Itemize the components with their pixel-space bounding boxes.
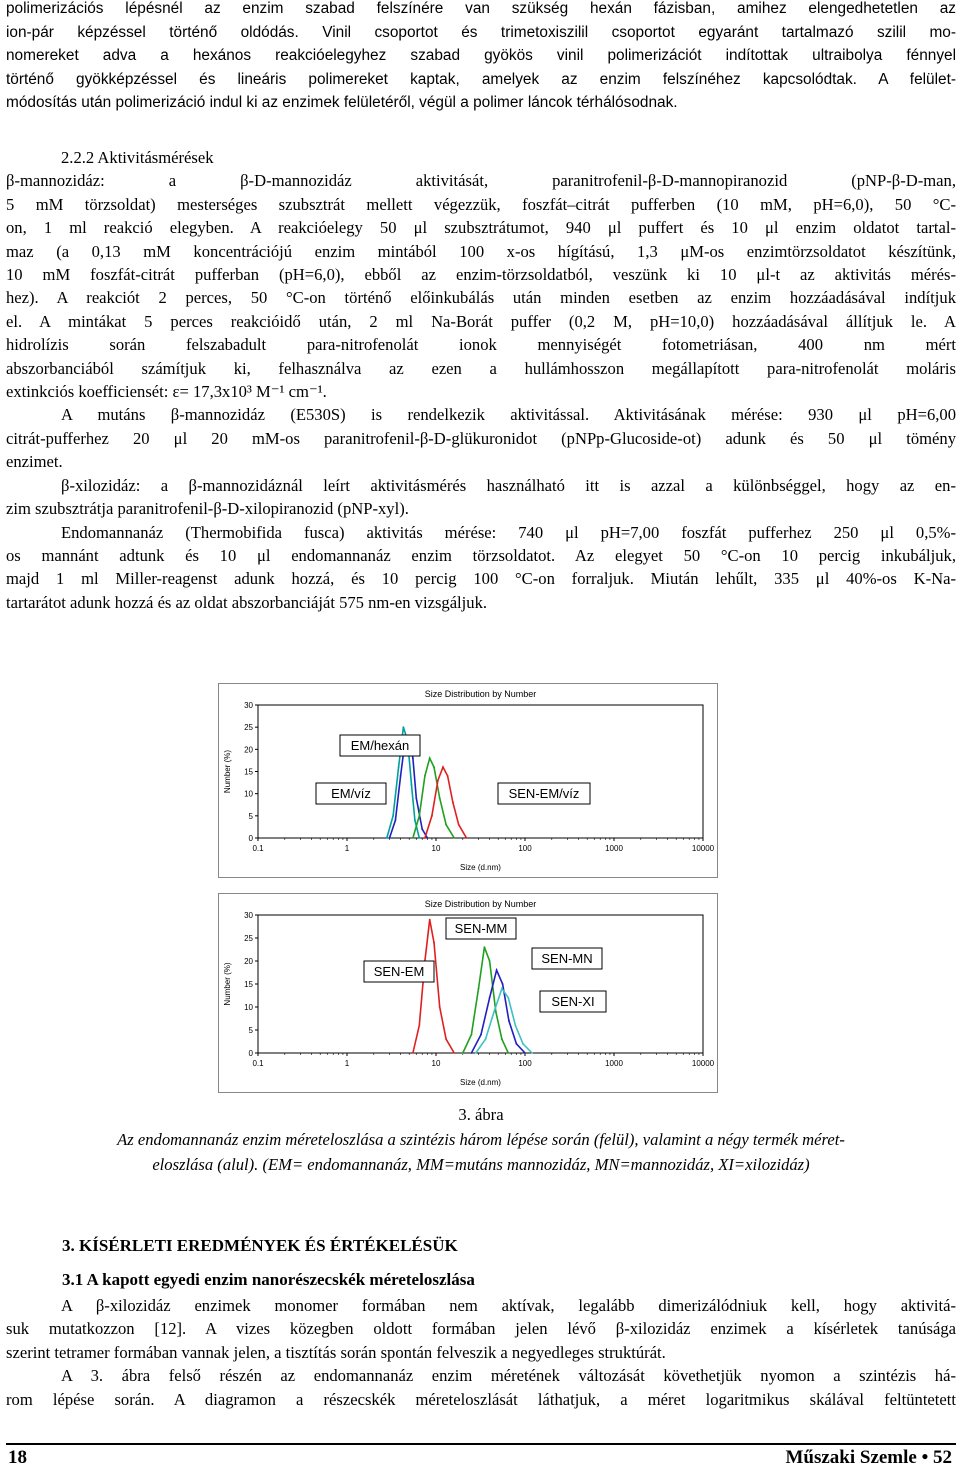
data-point [478, 988, 480, 990]
text-line: el. A mintákat 5 perces reakcióidő után, 2 ml Na-Borát puffer (0,2 M, pH=10,0) hozzáadásával állítjuk le. A [6, 311, 956, 331]
data-point [412, 757, 414, 759]
data-point [389, 837, 391, 839]
text-line: történő gyökképzéssel és lineáris polimereket kaptak, amelyek az enzim felszínéhez kapcsolódtak. A felület- [6, 70, 956, 88]
text-line: zim szubsztrátja paranitrofenil-β-D-xilopiranozid (pNP-xyl). [6, 499, 409, 519]
series-label: EM/hexán [350, 738, 410, 753]
data-point [466, 837, 468, 839]
data-point [426, 837, 428, 839]
y-tick-label: 25 [244, 723, 253, 733]
data-point [507, 997, 509, 999]
y-tick-label: 15 [244, 767, 253, 777]
series-label: SEN-EM/víz [508, 786, 580, 801]
data-point [386, 837, 388, 839]
text-line: on, 1 ml reakció elegyben. A reakcióelegy 50 μl szubsztrátumot, 940 μl puffert és 10 μl enzim oldatot tartal- [6, 218, 956, 238]
data-point [475, 1052, 477, 1054]
y-tick-label: 30 [244, 701, 253, 710]
y-axis-label: Number (%) [223, 962, 232, 1006]
data-point [433, 766, 435, 768]
y-tick-label: 10 [244, 1003, 253, 1012]
text-line: Endomannanáz (Thermobifida fusca) aktivitás mérése: 740 μl pH=7,00 foszfát pufferhez 250 μl 0,5%- [61, 522, 956, 542]
x-tick-label: 10000 [691, 844, 715, 853]
y-axis-label: Number (%) [223, 749, 232, 794]
series-label: SEN-MN [541, 951, 593, 966]
data-point [480, 1034, 482, 1036]
y-tick-label: 30 [244, 911, 253, 920]
data-point [418, 837, 420, 839]
chart-title: Size Distribution by Number [424, 899, 537, 909]
text-line: β-mannozidáz: a β-D-mannozidáz aktivitását, paranitrofenil-β-D-mannopiranozid (pNP-β-D-man, [6, 171, 956, 191]
data-point [445, 824, 447, 826]
y-tick-label: 0 [248, 834, 253, 843]
data-point [437, 779, 439, 781]
x-tick-label: 1 [344, 1059, 350, 1068]
intro-paragraph [6, 0, 956, 115]
data-point [424, 775, 426, 777]
footer-rule [6, 1443, 956, 1445]
data-point [424, 837, 426, 839]
section-2-2-2 [6, 146, 956, 614]
x-tick-label: 1000 [605, 844, 623, 853]
x-tick-label: 0.1 [252, 1059, 264, 1068]
data-point [392, 815, 394, 817]
y-tick-label: 20 [244, 745, 253, 755]
series-label: SEN-MM [454, 921, 508, 936]
x-tick-label: 10000 [691, 1059, 715, 1068]
data-point [495, 1011, 497, 1013]
text-line: hidrolízis során felszabadult para-nitrofenolát ionok mennyiségét fotometriásan, 400 nm mért [6, 335, 956, 355]
data-point [418, 815, 420, 817]
text-line: polimerizációs lépésnél az enzim szabad felszínére van szükség hexán fázisban, amihez elengedhetetlen az [6, 0, 956, 17]
data-point [402, 726, 404, 728]
y-tick-label: 25 [244, 934, 253, 943]
x-tick-label: 10 [431, 1059, 441, 1068]
x-tick-label: 1000 [605, 1059, 623, 1068]
text-line: A β-xilozidáz enzimek monomer formában nem aktívak, legalább dimerizálódniuk kell, hogy aktivitá- [61, 1296, 956, 1315]
data-point [502, 983, 504, 985]
data-point [458, 824, 460, 826]
data-point [429, 919, 431, 921]
data-point [415, 797, 417, 799]
text-line: maz (a 0,13 mM koncentrációjú enzim mintából 100 x-os hígítású, 1,3 μM-os enzimtörzsoldatot készítünk, [6, 241, 956, 261]
series-label: SEN-EM [373, 964, 425, 979]
data-point [485, 1038, 487, 1040]
data-point [515, 1043, 517, 1045]
text-line: 10 mM foszfát-citrát pufferban (pH=6,0), ebből az enzim-törzsoldatból, veszünk ki 10 μl-t az aktivitás mérés- [6, 265, 956, 285]
data-point [524, 1052, 526, 1054]
data-point [447, 775, 449, 777]
text-line: nomereket adva a hexános reakcióelegyhez szabad gyökös vinil polimerizációt indítottak ultraibolya fénnyel [6, 47, 956, 65]
text-line: szerint tetramer formában vannak jelen, a tisztítás során spontán felveszik a negyedleges struktúrát. [6, 1342, 666, 1362]
plot-area [258, 705, 703, 838]
data-point [501, 1038, 503, 1040]
x-tick-label: 100 [518, 844, 532, 853]
data-point [418, 1025, 420, 1027]
data-point [501, 988, 503, 990]
text-line: os mannánt adtunk és 10 μl endomannanáz enzim törzsoldatot. Az elegyet 50 °C-on 10 percig inkubáljuk, [6, 545, 956, 565]
data-point [507, 1052, 509, 1054]
y-tick-label: 20 [244, 957, 253, 966]
data-point [439, 797, 441, 799]
data-point [398, 766, 400, 768]
text-line: β-xilozidáz: a β-mannozidáznál leírt aktivitásmérés használható itt is azzal a különbséggel, hogy az en- [61, 475, 956, 495]
subsection-heading: 3.1 A kapott egyedi enzim nanorészecskék méreteloszlása [62, 1270, 475, 1289]
x-tick-label: 0.1 [252, 844, 264, 853]
figure-caption-text: Az endomannanáz enzim méreteloszlása a szintézis három lépése során (felül), valamint a négy termék méret- [117, 1130, 845, 1149]
text-line: abszorbanciából számítjuk ki, felhasználva az ezen a hullámhosszon megállapított para-nitrofenolát moláris [6, 358, 956, 378]
size-distribution-chart-top [218, 683, 718, 878]
text-line: módosítás után polimerizáció indul ki az enzimek felületéről, végül a polimer láncok térhálósodnak. [6, 94, 678, 112]
text-line: majd 1 ml Miller-reagenst adunk hozzá, és 10 percig 100 °C-on forraljuk. Miután lehűlt, 335 μl 40%-os K-Na- [6, 569, 956, 589]
chart-title: Size Distribution by Number [424, 689, 537, 699]
data-point [531, 1052, 533, 1054]
data-point [489, 997, 491, 999]
series-label: EM/víz [331, 786, 371, 801]
data-point [522, 1043, 524, 1045]
section-heading: 2.2.2 Aktivitásmérések [61, 148, 214, 167]
x-tick-label: 10 [431, 844, 441, 853]
y-tick-label: 5 [248, 811, 253, 821]
text-line: A mutáns β-mannozidáz (E530S) is rendelkezik aktivitással. Aktivitásának mérése: 930 μl pH=6,00 [61, 405, 956, 425]
data-point [433, 942, 435, 944]
data-point [411, 784, 413, 786]
data-point [471, 1034, 473, 1036]
data-point [445, 1038, 447, 1040]
y-tick-label: 15 [244, 980, 253, 989]
x-tick-label: 100 [518, 1059, 532, 1068]
y-tick-label: 10 [244, 789, 253, 799]
data-point [395, 819, 397, 821]
data-point [493, 1011, 495, 1013]
text-line: hez). A reakciót 2 perces, 50 °C-on történő előinkubálás után minden esetben az enzim hozzáadásával indítjuk [6, 288, 956, 308]
text-line: tartarátot adunk hozzá és az oldat abszorbanciáját 575 nm-en vizsgáljuk. [6, 592, 488, 612]
page-number: 18 [8, 1447, 27, 1468]
figure-number: 3. ábra [458, 1105, 504, 1124]
data-point [496, 969, 498, 971]
y-tick-label: 0 [248, 1049, 253, 1058]
data-point [453, 1052, 455, 1054]
data-point [453, 837, 455, 839]
section-heading: 3. KÍSÉRLETI EREDMÉNYEK ÉS ÉRTÉKELÉSÜK [62, 1236, 458, 1255]
data-point [514, 1025, 516, 1027]
figure-caption [6, 1102, 956, 1177]
data-point [414, 819, 416, 821]
x-axis-label: Size (d.nm) [460, 863, 501, 872]
text-line: A 3. ábra felső részén az endomannanáz enzim méretének változását követhetjük nyomon a szintézis há- [61, 1366, 956, 1386]
text-line: enzimet. [6, 452, 63, 472]
data-point [412, 1052, 414, 1054]
data-point [484, 946, 486, 948]
text-line: citrát-pufferhez 20 μl 20 mM-os paranitrofenil-β-D-glükuronidot (pNPp-Glucoside-ot) adunk és 50 μl tömény [6, 428, 956, 448]
data-point [452, 802, 454, 804]
text-line: rom lépése során. A diagramon a részecskék méreteloszlását láthatjuk, a méret logaritmikus skálával feltüntetett [6, 1389, 956, 1409]
x-axis-label: Size (d.nm) [460, 1078, 501, 1087]
data-point [429, 757, 431, 759]
figure-caption-text: eloszlása (alul). (EM= endomannanáz, MM=mutáns mannozidáz, MN=mannozidáz, XI=xilozidáz) [152, 1155, 810, 1174]
data-point [412, 837, 414, 839]
section-3-paragraph [6, 1294, 956, 1411]
series-label: SEN-XI [551, 994, 595, 1009]
data-point [462, 1052, 464, 1054]
size-distribution-chart-bottom [218, 893, 718, 1093]
data-point [400, 775, 402, 777]
data-point [421, 828, 423, 830]
x-tick-label: 1 [344, 844, 350, 853]
journal-name: Műszaki Szemle • 52 [785, 1447, 952, 1468]
text-line: extinkciós koefficiensét: ε= 17,3x10³ M⁻¹ cm⁻¹. [6, 382, 327, 402]
y-tick-label: 5 [248, 1026, 253, 1035]
text-line: ion-pár képzéssel történő oldódás. Vinil csoportot és trimetoxiszilil csoportot egyaránt tartalmazó szilil mo- [6, 23, 956, 41]
data-point [508, 1020, 510, 1022]
data-point [489, 960, 491, 962]
data-point [431, 815, 433, 817]
data-point [439, 1006, 441, 1008]
data-point [442, 766, 444, 768]
data-point [471, 1052, 473, 1054]
text-line: 5 mM törzsoldat) mesterséges szubsztrát mellett végezzük, foszfát–citrát pufferben (10 mM, pH=6,0), 50 °C- [6, 194, 956, 214]
text-line: suk mutatkozzon [12]. A vizes közegben oldott formában jelen lévő β-xilozidáz enzimek a kísérletek tanúsága [6, 1319, 956, 1339]
